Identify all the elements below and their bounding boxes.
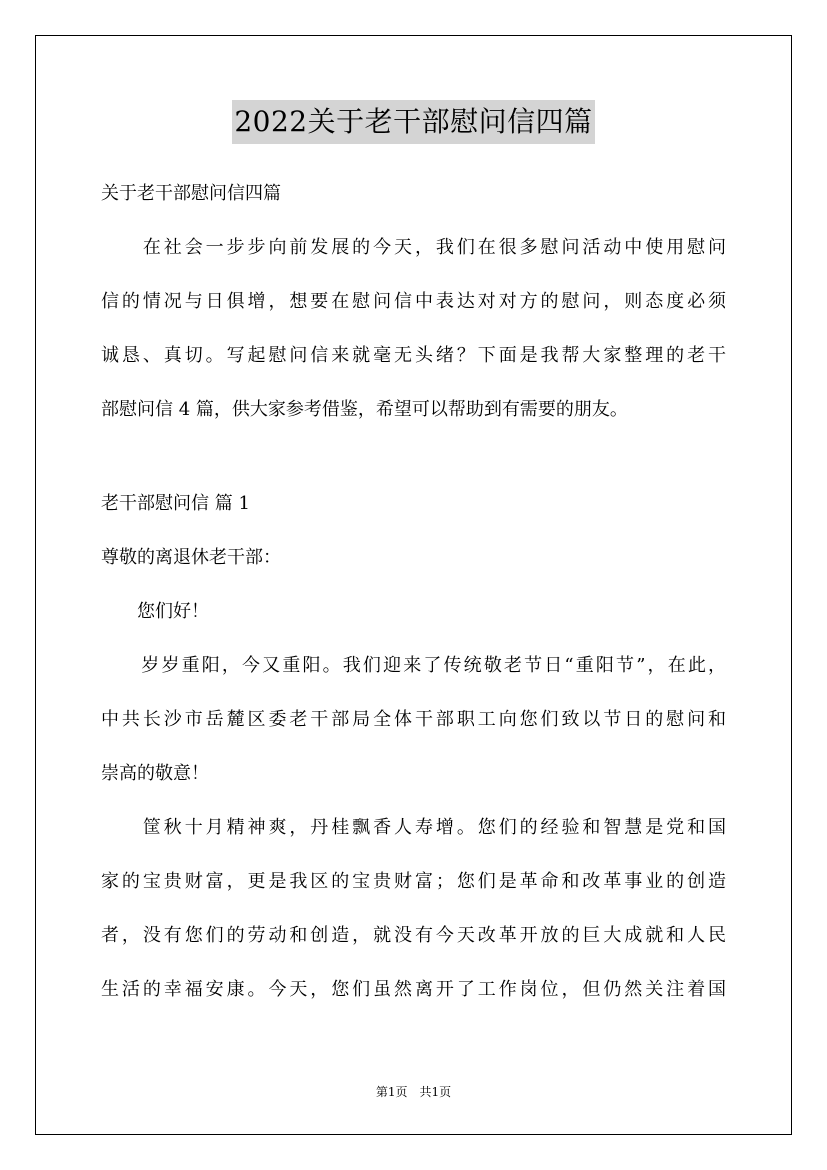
- greeting: 您们好！: [101, 601, 209, 622]
- para1-line-3: 崇高的敬意！: [101, 763, 209, 784]
- intro-line-4: 部慰问信 4 篇，供大家参考借鉴，希望可以帮助到有需要的朋友。: [101, 399, 628, 420]
- intro-line-2: 信的情况与日俱增，想要在慰问信中表达对对方的慰问，则态度必须: [101, 291, 726, 312]
- para1-line-1: 岁岁重阳，今又重阳。我们迎来了传统敬老节日“重阳节”，在此，: [101, 655, 726, 676]
- document-title-text: 2022关于老干部慰问信四篇: [232, 100, 594, 144]
- document-title: [0, 100, 827, 144]
- salutation: 尊敬的离退休老干部：: [101, 547, 281, 568]
- para2-line-1: 筐秋十月精神爽，丹桂飘香人寿增。您们的经验和智慧是党和国: [101, 817, 726, 838]
- para1-line-2: 中共长沙市岳麓区委老干部局全体干部职工向您们致以节日的慰问和: [101, 709, 726, 730]
- subtitle: 关于老干部慰问信四篇: [101, 183, 281, 204]
- intro-line-3: 诚恳、真切。写起慰问信来就毫无头绪？下面是我帮大家整理的老干: [101, 345, 726, 366]
- section-heading: 老干部慰问信 篇 1: [101, 493, 250, 514]
- para2-line-2: 家的宝贵财富，更是我区的宝贵财富；您们是革命和改革事业的创造: [101, 871, 726, 892]
- page-number: 第1页 共1页: [375, 1085, 452, 1099]
- para2-line-3: 者，没有您们的劳动和创造，就没有今天改革开放的巨大成就和人民: [101, 925, 726, 946]
- intro-line-1: 在社会一步步向前发展的今天，我们在很多慰问活动中使用慰问: [101, 237, 726, 258]
- document-body: [101, 172, 726, 1022]
- section-gap: [101, 442, 726, 482]
- para2-line-4: 生活的幸福安康。今天，您们虽然离开了工作岗位，但仍然关注着国: [101, 979, 726, 1000]
